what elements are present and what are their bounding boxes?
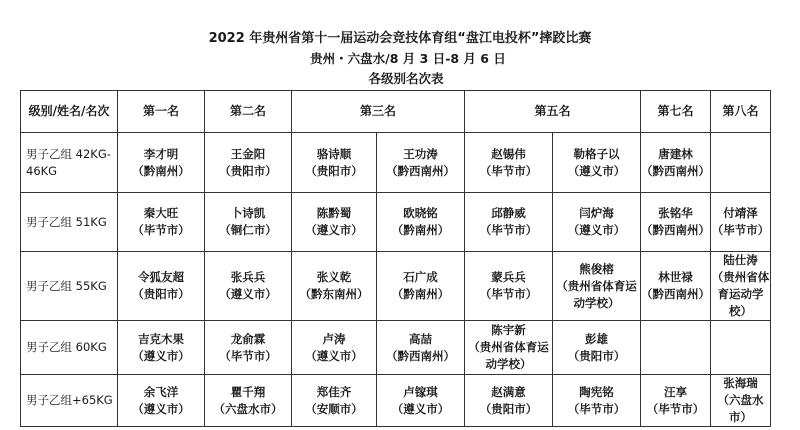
athlete-cell (292, 375, 377, 427)
athlete-unit: （六盘水市） (717, 393, 764, 424)
athlete-unit: （毕节市） (479, 287, 538, 301)
athlete-unit: （遵义市） (132, 401, 190, 416)
athlete-unit: （毕节市） (711, 223, 770, 237)
athlete-cell (205, 375, 292, 427)
athlete-cell (118, 252, 205, 321)
athlete-unit: （遵义市） (132, 348, 190, 363)
athlete-cell (292, 193, 377, 252)
athlete-name: 赵满意 (491, 384, 526, 399)
table-row (21, 133, 771, 193)
athlete-cell (465, 321, 553, 375)
header-eighth: 第八名 (711, 91, 771, 133)
athlete-cell (641, 193, 711, 252)
athlete-cell (711, 193, 771, 252)
athlete-cell (641, 252, 711, 321)
athlete-cell (292, 321, 377, 375)
athlete-cell (641, 133, 711, 193)
athlete-cell (553, 193, 641, 252)
athlete-cell (118, 321, 205, 375)
athlete-cell (553, 321, 641, 375)
athlete-cell (205, 193, 292, 252)
athlete-unit: （贵阳市） (479, 401, 538, 416)
athlete-cell (711, 133, 771, 193)
athlete-unit: （毕节市） (479, 223, 538, 237)
athlete-unit: （毕节市） (646, 401, 705, 416)
athlete-cell (377, 193, 465, 252)
athlete-name: 蒙兵兵 (491, 270, 526, 284)
athlete-name: 张义乾 (316, 270, 352, 284)
results-table (20, 90, 771, 427)
athlete-cell (292, 252, 377, 321)
table-row (21, 193, 771, 252)
athlete-unit: （毕节市） (219, 348, 277, 363)
header-third: 第三名 (292, 91, 465, 133)
athlete-name: 吉克木果 (138, 331, 184, 346)
athlete-name: 余飞洋 (143, 384, 179, 399)
athlete-name: 瞿千翔 (230, 384, 266, 399)
athlete-unit: （遵义市） (567, 163, 626, 178)
athlete-unit: （遵义市） (305, 223, 363, 237)
athlete-unit: （黔南州） (391, 287, 450, 301)
athlete-name: 令狐友超 (138, 270, 184, 284)
athlete-name: 闫炉海 (579, 206, 614, 220)
athlete-name: 熊俊榕 (579, 261, 614, 276)
table-title: 各级别名次表 (368, 71, 444, 86)
athlete-name: 张海瑞 (723, 376, 758, 390)
category-cell: 男子乙组 51KG (21, 193, 118, 252)
athlete-name: 王功涛 (403, 146, 438, 161)
athlete-name: 卢镓琪 (403, 384, 438, 399)
athlete-cell (292, 133, 377, 193)
athlete-cell (465, 375, 553, 427)
athlete-cell (465, 252, 553, 321)
athlete-unit: （黔东南州） (299, 287, 369, 301)
athlete-unit: （黔西南州） (641, 223, 711, 237)
header-row (21, 91, 771, 133)
athlete-cell (377, 252, 465, 321)
athlete-name: 赵锡伟 (491, 146, 526, 161)
athlete-cell (205, 133, 292, 193)
header-category: 级别/姓名/名次 (21, 91, 118, 133)
athlete-cell (205, 321, 292, 375)
athlete-cell (118, 375, 205, 427)
category-cell: 男子乙组 55KG (21, 252, 118, 321)
athlete-name: 彭雄 (585, 331, 609, 346)
athlete-name: 龙俞霖 (230, 331, 266, 346)
athlete-name: 秦大旺 (143, 206, 179, 220)
athlete-unit: （六盘水市） (213, 401, 283, 416)
athlete-unit: （遵义市） (305, 348, 363, 363)
athlete-unit: （黔西南州） (386, 163, 455, 178)
athlete-name: 卜诗凯 (230, 206, 266, 220)
athlete-name: 陈宇新 (491, 323, 526, 337)
athlete-cell (641, 321, 711, 375)
athlete-cell (377, 133, 465, 193)
athlete-cell (641, 375, 711, 427)
athlete-unit: （贵阳市） (305, 163, 363, 178)
athlete-name: 勒格子以 (573, 146, 620, 161)
athlete-cell (118, 193, 205, 252)
athlete-unit: （安顺市） (305, 401, 363, 416)
athlete-name: 林世禄 (658, 270, 693, 284)
athlete-name: 陶宪铭 (579, 384, 614, 399)
category-cell: 男子乙组 42KG-46KG (21, 133, 118, 193)
table-row (21, 375, 771, 427)
athlete-name: 陆仕涛 (723, 253, 758, 267)
athlete-name: 李才明 (143, 146, 179, 161)
header-first: 第一名 (118, 91, 205, 133)
athlete-unit: （贵州省体育运动学校） (556, 278, 637, 310)
athlete-unit: （贵阳市） (567, 348, 626, 363)
athlete-unit: （贵州省体育运动学校） (711, 270, 770, 318)
athlete-cell (377, 321, 465, 375)
event-location-date: 贵州・六盘水/8 月 3 日-8 月 6 日 (310, 51, 506, 66)
athlete-unit: （黔南州） (391, 223, 450, 237)
athlete-unit: （毕节市） (479, 163, 538, 178)
athlete-unit: （黔西南州） (641, 287, 711, 301)
table-row (21, 252, 771, 321)
athlete-cell (118, 133, 205, 193)
athlete-unit: （黔南州） (132, 163, 190, 178)
athlete-name: 陈黔蜀 (316, 206, 352, 220)
athlete-name: 高喆 (409, 331, 432, 346)
header-second: 第二名 (205, 91, 292, 133)
athlete-cell (711, 252, 771, 321)
athlete-unit: （贵州省体育运动学校） (468, 340, 549, 371)
athlete-cell (377, 375, 465, 427)
athlete-unit: （铜仁市） (219, 223, 277, 237)
athlete-unit: （毕节市） (132, 223, 190, 237)
athlete-unit: （遵义市） (567, 223, 626, 237)
athlete-unit: （黔西南州） (641, 163, 711, 178)
table-row (21, 321, 771, 375)
athlete-cell (711, 375, 771, 427)
header-seventh: 第七名 (641, 91, 711, 133)
athlete-name: 欧晓铭 (403, 206, 438, 220)
athlete-cell (553, 252, 641, 321)
athlete-unit: （毕节市） (567, 401, 626, 416)
athlete-cell (553, 133, 641, 193)
category-cell: 男子乙组 60KG (21, 321, 118, 375)
athlete-name: 汪享 (664, 384, 688, 399)
athlete-name: 郑佳齐 (316, 384, 352, 399)
athlete-name: 张铭华 (658, 206, 693, 220)
athlete-name: 张兵兵 (230, 270, 266, 284)
athlete-cell (711, 321, 771, 375)
athlete-unit: （遵义市） (391, 401, 450, 416)
athlete-name: 邱静威 (491, 206, 526, 220)
header-fifth: 第五名 (465, 91, 641, 133)
category-cell: 男子乙组+65KG (21, 375, 118, 427)
athlete-name: 付靖泽 (723, 206, 758, 220)
athlete-unit: （黔西南州） (386, 348, 455, 363)
document-title: 2022 年贵州省第十一届运动会竞技体育组“盘江电投杯”摔跤比赛 (208, 31, 592, 46)
athlete-cell (205, 252, 292, 321)
athlete-cell (465, 193, 553, 252)
athlete-unit: （贵阳市） (219, 163, 277, 178)
athlete-name: 王金阳 (230, 146, 266, 161)
athlete-name: 唐建林 (658, 146, 693, 161)
athlete-unit: （遵义市） (219, 287, 277, 301)
athlete-name: 卢涛 (322, 331, 346, 346)
athlete-cell (465, 133, 553, 193)
athlete-name: 石广成 (403, 270, 438, 284)
athlete-cell (553, 375, 641, 427)
athlete-name: 骆诗顺 (316, 146, 352, 161)
athlete-unit: （贵阳市） (132, 287, 190, 301)
